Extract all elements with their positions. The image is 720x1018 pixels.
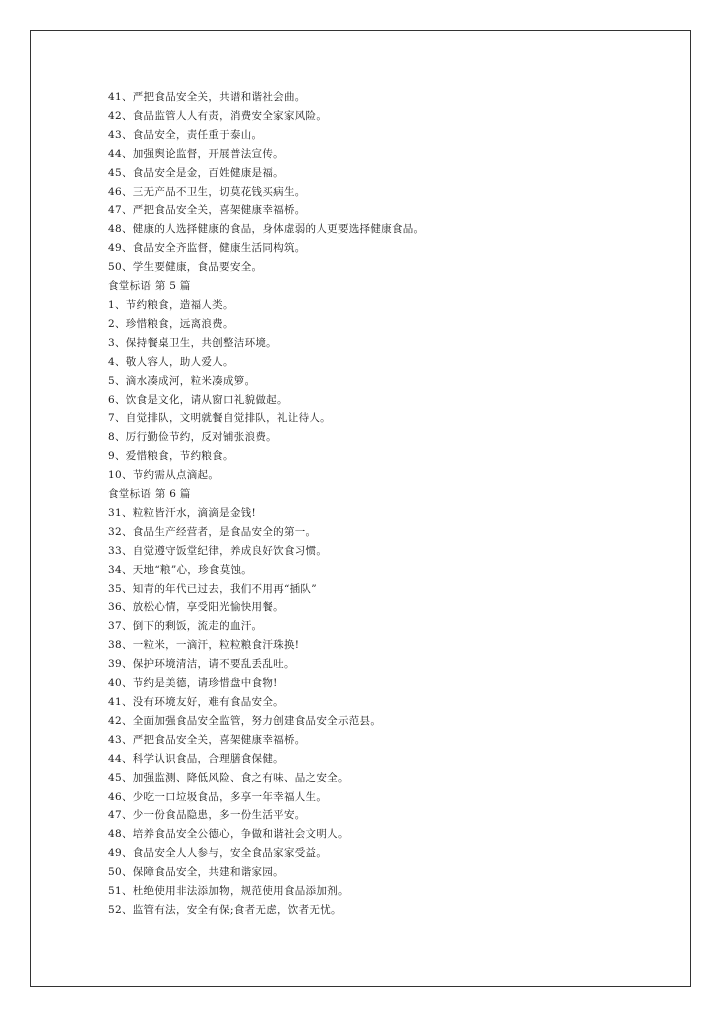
text-line: 39、保护环境清洁，请不要乱丢乱吐。 — [108, 658, 295, 671]
text-line: 3、保持餐桌卫生，共创整洁环境。 — [108, 336, 277, 349]
text-line: 50、保障食品安全，共建和谐家园。 — [108, 866, 284, 879]
text-line: 45、加强监测、降低风险、食之有味、品之安全。 — [108, 771, 349, 784]
text-line: 49、食品安全齐监督，健康生活同构筑。 — [108, 242, 306, 255]
text-line: 5、滴水凑成河，粒米凑成箩。 — [108, 374, 256, 387]
text-line: 46、三无产品不卫生，切莫花钱买病生。 — [108, 185, 306, 198]
text-line: 45、食品安全是金，百姓健康是福。 — [108, 166, 284, 179]
text-line: 46、少吃一口垃圾食品，多享一年幸福人生。 — [108, 790, 328, 803]
text-line: 48、培养食品安全公德心，争做和谐社会文明人。 — [108, 828, 349, 841]
text-line: 44、科学认识食品，合理膳食保健。 — [108, 752, 284, 765]
text-line: 47、严把食品安全关，喜架健康幸福桥。 — [108, 204, 306, 217]
text-line: 9、爱惜粮食，节约粮食。 — [108, 450, 234, 463]
text-line: 50、学生要健康，食品要安全。 — [108, 261, 263, 274]
text-line: 4、敬人容人，助人爱人。 — [108, 355, 234, 368]
text-line: 49、食品安全人人参与，安全食品家家受益。 — [108, 847, 328, 860]
text-line: 44、加强舆论监督，开展普法宣传。 — [108, 147, 284, 160]
text-line: 34、天地“粮”心，珍食莫蚀。 — [108, 563, 253, 576]
document-body — [108, 88, 668, 920]
text-line: 47、少一份食品隐患，多一份生活平安。 — [108, 809, 306, 822]
text-line: 食堂标语 第 5 篇 — [108, 280, 191, 293]
text-line: 41、没有环境友好，难有食品安全。 — [108, 696, 284, 708]
text-line: 51、杜绝使用非法添加物，规范使用食品添加剂。 — [108, 885, 349, 898]
text-line: 38、一粒米，一滴汗，粒粒粮食汗珠换! — [108, 639, 300, 652]
text-line: 6、饮食是文化，请从窗口礼貌做起。 — [108, 393, 288, 406]
text-line: 52、监管有法，安全有保;食者无虑，饮者无忧。 — [108, 903, 342, 916]
text-line: 2、珍惜粮食，远离浪费。 — [108, 317, 234, 330]
text-line: 43、食品安全，责任重于泰山。 — [108, 128, 263, 141]
text-line: 1、节约粮食，造福人类。 — [108, 298, 234, 311]
text-line: 36、放松心情，享受阳光愉快用餐。 — [108, 601, 284, 614]
text-line: 40、节约是美德，请珍惜盘中食物! — [108, 677, 278, 690]
text-line: 31、粒粒皆汗水，滴滴是金钱! — [108, 506, 257, 519]
text-line: 10、节约需从点滴起。 — [108, 469, 220, 482]
text-line: 43、严把食品安全关，喜架健康幸福桥。 — [108, 733, 306, 746]
text-line: 8、厉行勤俭节约，反对铺张浪费。 — [108, 431, 277, 444]
text-line: 7、自觉排队，文明就餐自觉排队，礼让待人。 — [108, 412, 331, 425]
text-line: 食堂标语 第 6 篇 — [108, 488, 191, 501]
text-line: 37、倒下的剩饭，流走的血汗。 — [108, 620, 263, 633]
text-line: 48、健康的人选择健康的食品，身体虚弱的人更要选择健康食品。 — [108, 223, 425, 236]
text-line: 33、自觉遵守饭堂纪律，养成良好饮食习惯。 — [108, 544, 328, 557]
text-line: 42、全面加强食品安全监管，努力创建食品安全示范县。 — [108, 714, 382, 727]
text-line: 41、严把食品安全关，共谱和谐社会曲。 — [108, 91, 306, 103]
text-line: 32、食品生产经营者，是食品安全的第一。 — [108, 525, 317, 538]
text-line: 42、食品监管人人有责，消费安全家家风险。 — [108, 109, 328, 122]
text-line: 35、知青的年代已过去，我们不用再“插队” — [108, 582, 317, 595]
